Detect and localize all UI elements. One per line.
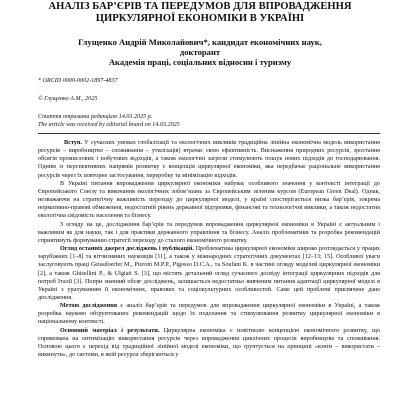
paragraph-literature-review	[38, 245, 380, 302]
author-block	[0, 37, 400, 67]
paragraph-relevance: З огляду на це, дослідження бар’єрів та передумов впровадження циркулярної економіки в Україні є актуальним і важливим як для науки, так і для практики державного управління та бізнесу. Аналіз проблематики та розробка рекомендацій сприятимуть формуванню стратегії переходу до сталого економічного розвитку.	[38, 221, 380, 244]
section-divider	[38, 133, 380, 134]
author-status: докторант	[179, 47, 221, 57]
paragraph-main-results	[38, 327, 380, 360]
author-affiliation: Академія праці, соціальних відносин і туризму	[108, 57, 292, 67]
received-date-en: The article was received by editorial board on 14.03.2025	[38, 122, 180, 128]
paragraph-text: У сучасних умовах глобалізації та екологічних викликів традиційна лінійна економічна модель використання ресурсів – виробництво – споживання – утилізація) втрачає свою ефективність. Виснаження природних ресурсів, зростання обсягів промислових і побутових відходів, а також екологічні загрози стимулюють пошук нових підходів до господарювання. Одним із перспективних напрямів розвитку є концепція циркулярної економіки, яка передбачає раціональне використання ресурсів через їх повторне застосування, переробку та мінімізацію відходів.	[38, 140, 380, 179]
article-title-line: ЦИРКУЛЯРНОЇ ЕКОНОМІКИ В УКРАЇНІ	[95, 13, 305, 24]
paragraph-label: Метою дослідження	[60, 303, 118, 310]
copyright-note: © Глущенко А.М., 2025	[38, 96, 98, 102]
paragraph-purpose	[38, 302, 380, 326]
article-body	[38, 139, 380, 359]
paragraph-label: Огляд останніх джерел досліджень і публікацій.	[60, 246, 194, 253]
received-date-ua: Стаття отримана редакцією 14.03.2025 р.	[38, 114, 153, 120]
article-title-line: АНАЛІЗ БАР’ЄРІВ ТА ПЕРЕДУМОВ ДЛЯ ВПРОВАДЖЕННЯ	[48, 1, 352, 12]
paragraph-label: Основний матеріал і результати.	[60, 327, 160, 334]
paragraph-context: В Україні питання впровадження циркулярної економіки набуває особливого значення у контексті інтеграції до Європейського Союзу та виконання екологічних зобов’язань за Європейським зеленим курсом (European Green Deal). Однак, незважаючи на стратегічну важливість переходу до циркулярної моделі, у країні спостерігається низка бар’єрів, зокрема нормативно-правові обмеження, недостатній рівень державної підтримки, фінансові та технологічні виклики, а також недостатня екологічна свідомість населення та бізнесу.	[38, 180, 380, 220]
orcid-note: * ORCID 0000-0002-1897-4837	[38, 78, 118, 84]
author-name: Глущенко Андрій Миколайович*, кандидат економічних наук,	[78, 37, 322, 47]
article-title	[0, 0, 400, 25]
paragraph-label: Вступ.	[64, 140, 82, 146]
received-dates	[38, 113, 400, 129]
paragraph-text: Циркулярна економіка є новітньою концепцією економічного розвитку, що спрямована на оптимізацію використання ресурсів через впровадження циклічних процесів виробництва та споживання. Основою цього є перехід від традиційної лінійної моделі економіки, що ґрунтується на принципі «взяти – використати – викинути», до системи, в якій ресурси зберігаються у	[38, 327, 380, 359]
paragraph-text: Проблематика циркулярної економіки широко розглядається у працях зарубіжних [1–8] та вітчизняних науковців [11], а також у міжнародних стратегічних документах [12–13; 15]. Особливої уваги заслуговують праці Geissdoerfer M., Pieroni M.P.P., Pigosso D.C.A., та Soufani K. в частині огляду моделей циркулярної економіки [2], а також Ghisellini P., & Ulgiati S. [3], що містять детальний огляд сучасного досвіду інтеграції циркулярних підходів для потреб Італії [3]. Попри значний обсяг досліджень, залишається недостатньо вивченим питання адаптації циркулярної моделі в Україні з урахуванням її економічних, правових та соціокультурних особливостей. Саме цей проблемі присвячене дане дослідження.	[38, 246, 380, 301]
paragraph-introduction	[38, 139, 380, 180]
paragraph-text: є аналіз бар’єрів та передумов для впровадження циркулярної економіки в Україні, а також розробка науково обґрунтованих рекомендацій щодо їх подолання та стимулювання розвитку циркулярної економіки в національному контексті.	[38, 303, 380, 326]
